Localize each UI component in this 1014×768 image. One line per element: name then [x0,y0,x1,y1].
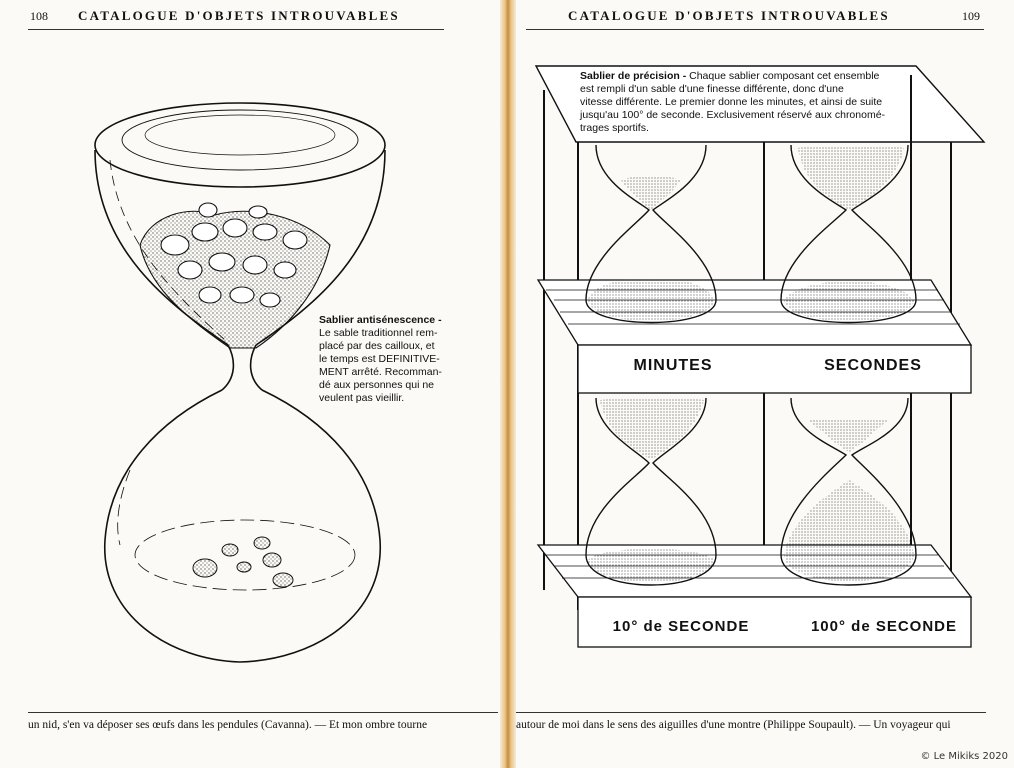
hourglass-secondes [781,145,916,323]
right-page [516,0,1014,768]
label-minutes: MINUTES [633,357,713,374]
label-hundredth-second: 100° de SECONDE [810,618,958,635]
caption-line: le temps est DEFINITIVE- [319,353,440,365]
page-number-left: 108 [30,9,48,23]
caption-line: jusqu'au 100° de seconde. Exclusivement réservé aux chronomé- [580,109,886,121]
photo-credit: © Le Mikiks 2020 [920,751,1008,762]
left-page [0,0,500,768]
pebbles-top [140,203,330,348]
running-head-left: CATALOGUE D'OBJETS INTROUVABLES [78,8,400,23]
caption-precision [580,70,910,135]
label-secondes: SECONDES [824,357,922,374]
hourglass-minutes [586,145,716,323]
footer-quote-left: un nid, s'en va déposer ses œufs dans les pendules (Cavanna). — Et mon ombre tourne [28,719,428,731]
caption-line: Le sable traditionnel rem- [319,327,438,339]
caption-line: est rempli d'un sable d'une finesse différente, donc d'une [580,83,844,95]
book-gutter [498,0,518,768]
caption-line: MENT arrêté. Recomman- [319,366,442,378]
caption-title: Sablier antisénescence - [319,314,442,326]
caption-line: trages sportifs. [580,122,649,134]
page-number-right: 109 [962,9,980,23]
caption-line: veulent pas vieillir. [319,392,405,404]
caption-line: Chaque sablier composant cet ensemble [689,70,880,82]
hourglass-hundredth [781,398,916,585]
footer-rule-right [516,712,986,713]
caption-line: dé aux personnes qui ne [319,379,435,391]
footer-quote-right: autour de moi dans le sens des aiguilles d'une montre (Philippe Soupault). — Un voyageur qui [516,719,951,731]
lower-bulb [105,390,381,662]
caption-line: vitesse différente. Le premier donne les minutes, et ainsi de suite [580,96,883,108]
hourglass-neck [222,345,262,390]
label-tenth-second: 10° de SECONDE [612,618,750,635]
hourglass-tenth [586,398,716,585]
footer-rule-left [28,712,498,713]
caption-title: Sablier de précision - [580,70,687,82]
caption-line: placé par des cailloux, et [319,340,435,352]
caption-antisenescence [319,314,459,405]
pebbles-bottom [193,537,293,587]
running-head-right: CATALOGUE D'OBJETS INTROUVABLES [568,8,890,23]
